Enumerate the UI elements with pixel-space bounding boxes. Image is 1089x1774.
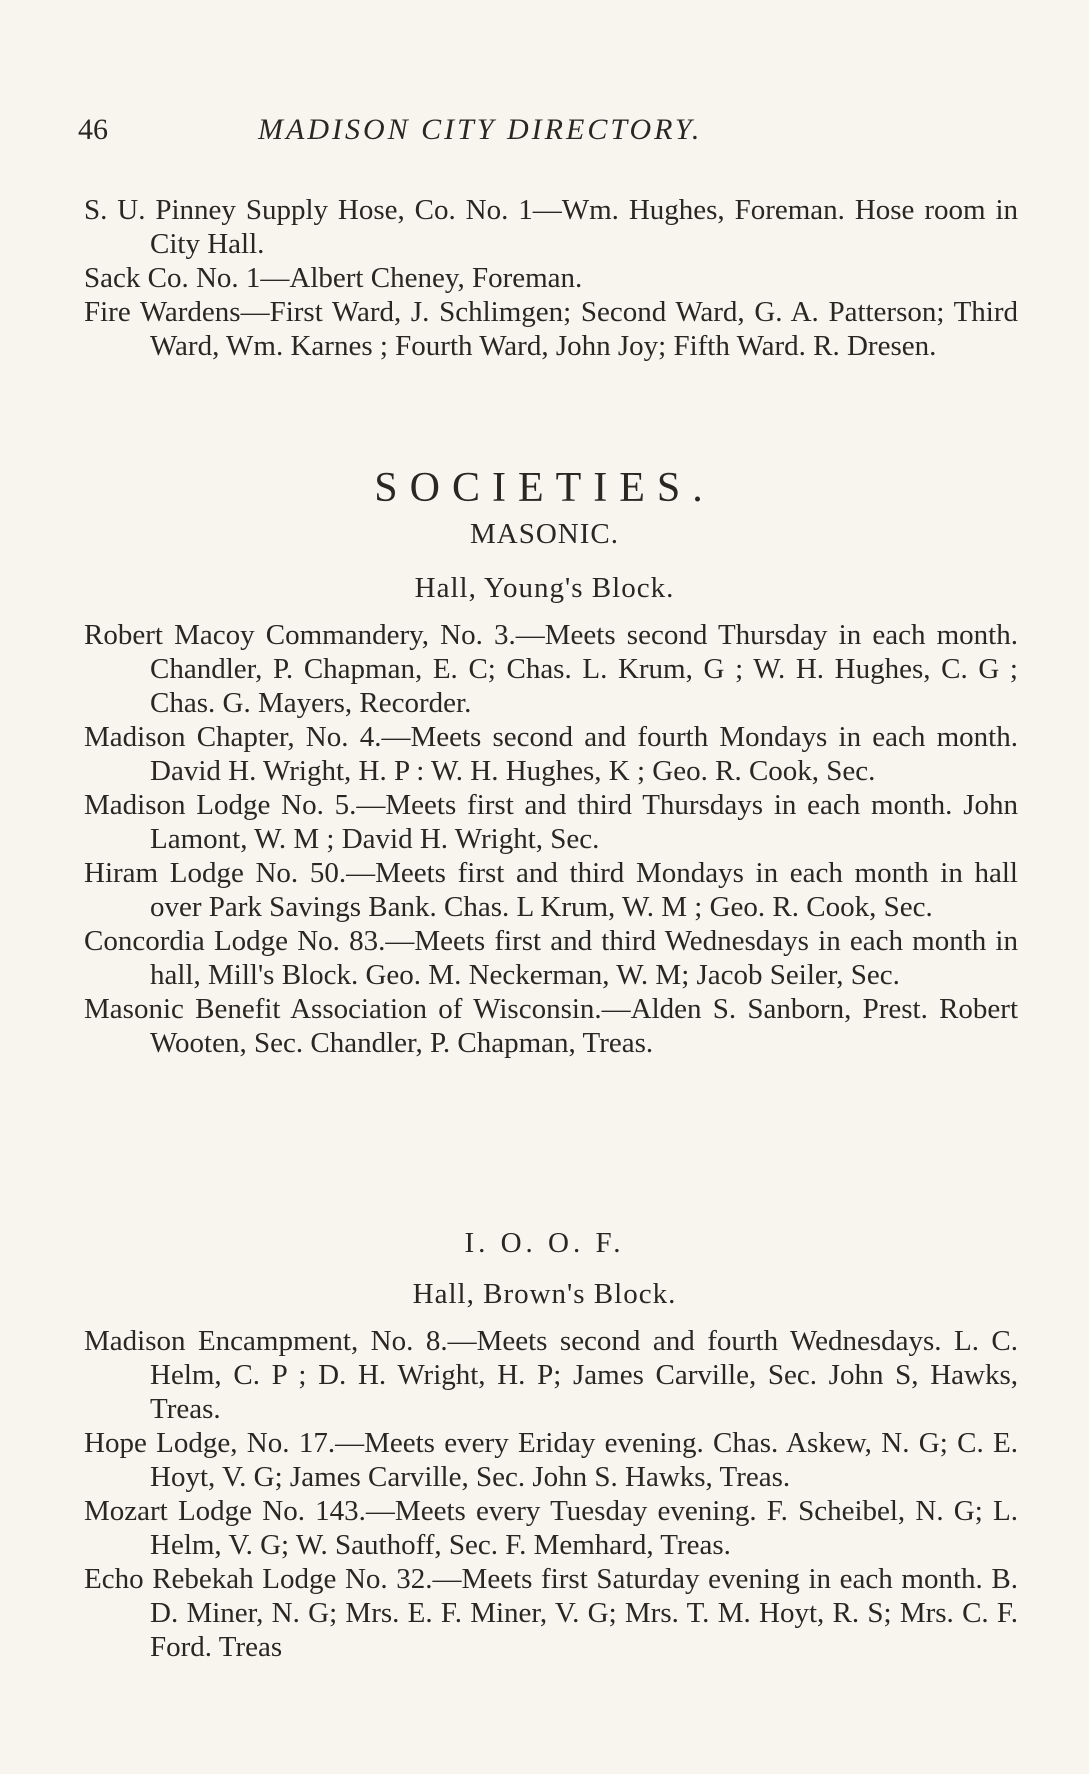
- directory-entry: Fire Wardens—First Ward, J. Schlimgen; Second Ward, G. A. Patterson; Third Ward, Wm. Karnes ; Fourth Ward, John Joy; Fifth Ward. R. Dresen.: [84, 296, 1018, 362]
- directory-entry: Concordia Lodge No. 83.—Meets first and third Wednesdays in each month in hall, Mill's Block. Geo. M. Neckerman, W. M; Jacob Seiler, Sec.: [84, 925, 1018, 991]
- directory-entry: Madison Encampment, No. 8.—Meets second and fourth Wednesdays. L. C. Helm, C. P ; D. H. Wright, H. P; James Carville, Sec. John S, Hawks, Treas.: [84, 1325, 1018, 1425]
- running-head: [78, 110, 818, 150]
- running-title: MADISON CITY DIRECTORY.: [258, 113, 703, 146]
- directory-entry: S. U. Pinney Supply Hose, Co. No. 1—Wm. Hughes, Foreman. Hose room in City Hall.: [84, 194, 1018, 260]
- page-number: 46: [78, 113, 108, 146]
- hall-location-masonic: Hall, Young's Block.: [414, 572, 675, 604]
- section-title-societies: SOCIETIES.: [374, 465, 715, 511]
- directory-entry: Madison Lodge No. 5.—Meets first and third Thursdays in each month. John Lamont, W. M ; David H. Wright, Sec.: [84, 789, 1018, 855]
- directory-entry: Mozart Lodge No. 143.—Meets every Tuesday evening. F. Scheibel, N. G; L. Helm, V. G; W. Sauthoff, Sec. F. Memhard, Treas.: [84, 1495, 1018, 1561]
- directory-entry: Hope Lodge, No. 17.—Meets every Eriday evening. Chas. Askew, N. G; C. E. Hoyt, V. G; James Carville, Sec. John S. Hawks, Treas.: [84, 1427, 1018, 1493]
- section-heading-ioof: I. O. O. F.: [464, 1227, 625, 1259]
- hall-location-ioof: Hall, Brown's Block.: [412, 1278, 677, 1310]
- section-heading-masonic: MASONIC.: [470, 518, 619, 550]
- directory-entry: Madison Chapter, No. 4.—Meets second and fourth Mondays in each month. David H. Wright, H. P : W. H. Hughes, K ; Geo. R. Cook, Sec.: [84, 721, 1018, 787]
- directory-entry: Echo Rebekah Lodge No. 32.—Meets first Saturday evening in each month. B. D. Miner, N. G; Mrs. E. F. Miner, V. G; Mrs. T. M. Hoyt, R. S; Mrs. C. F. Ford. Treas: [84, 1563, 1018, 1663]
- ioof-entries: [84, 1324, 1018, 1664]
- directory-entry: Masonic Benefit Association of Wisconsin.—Alden S. Sanborn, Prest. Robert Wooten, Sec. Chandler, P. Chapman, Treas.: [84, 993, 1018, 1059]
- fire-department-entries: [84, 193, 1018, 363]
- masonic-entries: [84, 618, 1018, 1060]
- directory-entry: Hiram Lodge No. 50.—Meets first and third Mondays in each month in hall over Park Savings Bank. Chas. L Krum, W. M ; Geo. R. Cook, Sec.: [84, 857, 1018, 923]
- directory-entry: Sack Co. No. 1—Albert Cheney, Foreman.: [84, 262, 583, 294]
- directory-entry: Robert Macoy Commandery, No. 3.—Meets second Thursday in each month. Chandler, P. Chapman, E. C; Chas. L. Krum, G ; W. H. Hughes, C. G ; Chas. G. Mayers, Recorder.: [84, 619, 1018, 719]
